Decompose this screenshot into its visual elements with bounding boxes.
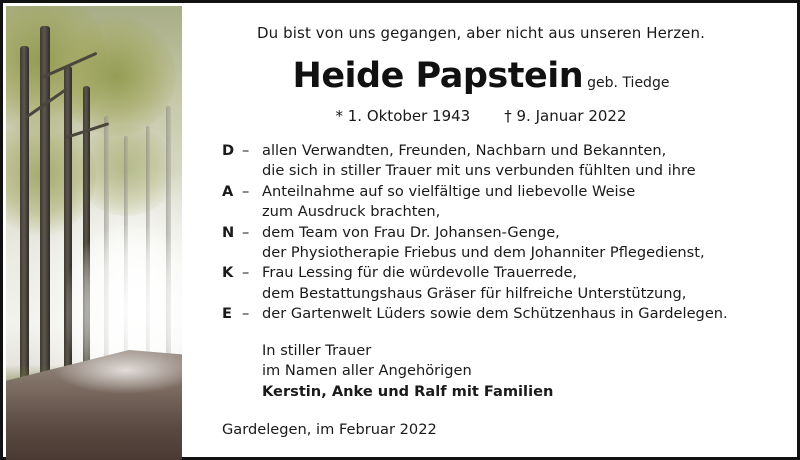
birth-name: geb. Tiedge <box>587 75 670 91</box>
life-dates <box>183 107 779 125</box>
acrostic-row-a <box>222 183 782 203</box>
closing-signature <box>262 342 553 403</box>
closing-line: In stiller Trauer <box>262 342 372 359</box>
acrostic-dash: – <box>242 223 250 241</box>
acrostic-line: allen Verwandten, Freunden, Nachbarn und Bekannten, <box>262 142 667 159</box>
acrostic-continuation <box>222 285 782 305</box>
notice-text <box>183 6 800 460</box>
motto: Du bist von uns gegangen, aber nicht aus unseren Herzen. <box>257 24 705 42</box>
acrostic-continuation <box>222 203 782 223</box>
acrostic-row-d <box>222 142 782 162</box>
acrostic-dash: – <box>242 264 250 282</box>
acrostic-line: dem Bestattungshaus Gräser für hilfreiche Unterstützung, <box>262 284 687 302</box>
acrostic-line: Frau Lessing für die würdevolle Trauerrede, <box>262 264 578 282</box>
deceased-name: Heide Papstein <box>292 56 584 96</box>
place-and-date: Gardelegen, im Februar 2022 <box>222 421 437 438</box>
acrostic-letter: E <box>222 305 232 323</box>
acrostic-dash: – <box>242 182 250 200</box>
acrostic-row-n <box>222 224 782 244</box>
thanks-acrostic <box>222 142 782 326</box>
name-line <box>183 56 779 96</box>
acrostic-dash: – <box>242 142 250 159</box>
acrostic-line: zum Ausdruck brachten, <box>262 203 441 221</box>
acrostic-letter: N <box>222 223 235 241</box>
acrostic-line: der Physiotherapie Friebus und dem Johanniter Pflegedienst, <box>262 243 705 261</box>
acrostic-continuation <box>222 162 782 182</box>
acrostic-line: dem Team von Frau Dr. Johansen-Genge, <box>262 223 560 241</box>
acrostic-row-k <box>222 264 782 284</box>
family-names: Kerstin, Anke und Ralf mit Familien <box>262 382 554 400</box>
birth-date: * 1. Oktober 1943 <box>335 107 471 125</box>
acrostic-continuation <box>222 244 782 264</box>
acrostic-letter: D <box>222 142 235 159</box>
acrostic-dash: – <box>242 305 250 323</box>
acrostic-line: Anteilnahme auf so vielfältige und liebevolle Weise <box>262 182 636 200</box>
acrostic-letter: A <box>222 182 234 200</box>
acrostic-line: die sich in stiller Trauer mit uns verbunden fühlten und ihre <box>262 162 696 180</box>
misty-forest-path-photo <box>6 6 182 460</box>
closing-line: im Namen aller Angehörigen <box>262 362 472 380</box>
acrostic-letter: K <box>222 264 234 282</box>
acrostic-line: der Gartenwelt Lüders sowie dem Schützenhaus in Gardelegen. <box>262 305 728 323</box>
acrostic-row-e <box>222 305 782 325</box>
death-date: † 9. Januar 2022 <box>504 107 627 125</box>
